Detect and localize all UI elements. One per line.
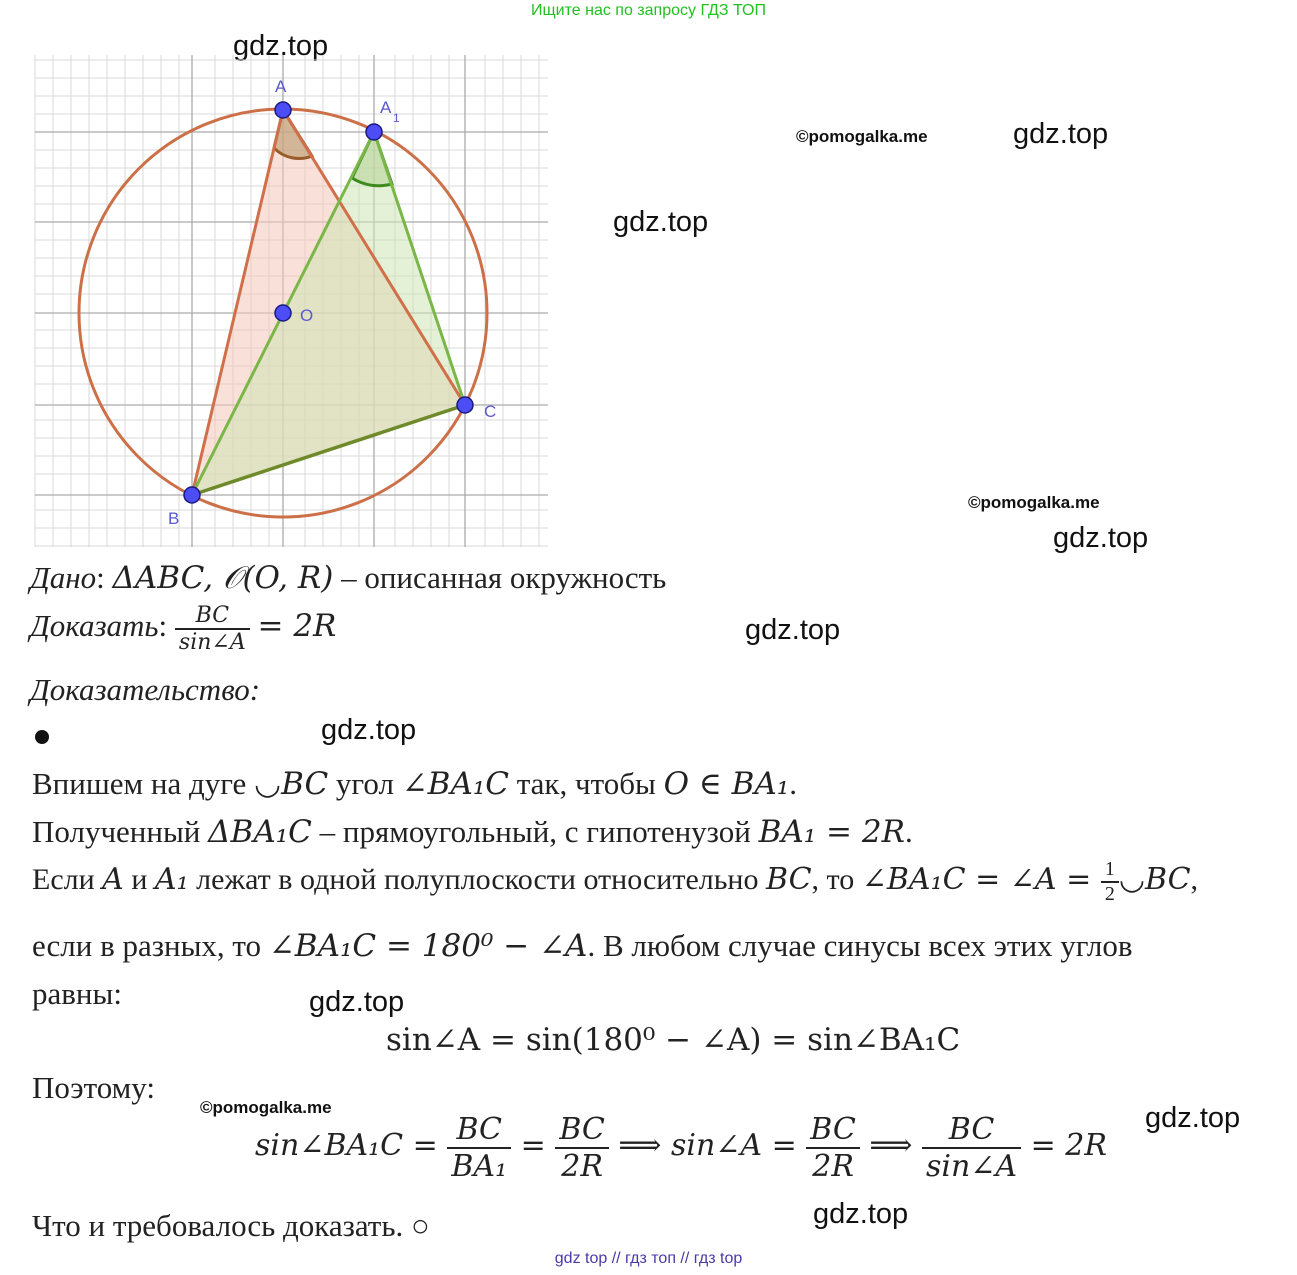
fraction-bc-ba1 — [447, 1112, 511, 1184]
watermark: gdz.top — [1013, 118, 1109, 150]
text-run: угол — [328, 766, 402, 801]
text-run: , — [1190, 862, 1199, 896]
fraction-denominator: BA₁ — [447, 1147, 511, 1184]
text-run: Впишем на дуге — [32, 766, 255, 801]
math-run: A₁ — [154, 861, 189, 897]
given-rest: – описанная окружность — [333, 560, 667, 595]
text-run: и — [123, 862, 155, 896]
equation-final — [255, 1112, 1107, 1184]
half-fraction — [1101, 858, 1119, 906]
math-run: ΔBA₁C — [208, 814, 312, 850]
fraction-denominator: 2 — [1101, 881, 1119, 906]
point-c — [457, 397, 473, 413]
proof-line-5: равны: — [32, 976, 122, 1011]
label-a: A — [275, 77, 287, 96]
fraction-numerator: BC — [948, 1112, 995, 1147]
text-run: . — [789, 766, 797, 801]
fraction-denominator: sin∠A — [175, 628, 250, 655]
math-run: = 2R — [1021, 1127, 1107, 1163]
watermark: gdz.top — [813, 1198, 909, 1230]
given-math: ΔABC, 𝒪(O, R) — [112, 560, 334, 596]
text-run: лежат в одной полуплоскости относительно — [188, 862, 766, 896]
copyright-mark: ©pomogalka.me — [796, 127, 928, 146]
text-run: – прямоугольный, с гипотенузой — [311, 814, 759, 849]
copyright-mark: ©pomogalka.me — [200, 1098, 332, 1117]
prove-line: Доказать: $\frac{BC}{\sin\angle A}$ = 2R — [30, 603, 337, 655]
math-run: BA₁ = 2R — [758, 814, 905, 850]
math-run: ∠BA₁C = ∠A = — [861, 861, 1101, 897]
proof-line-1 — [32, 766, 797, 802]
proof-label: Доказательство: — [30, 672, 261, 707]
math-run: sin∠A = sin(180⁰ − ∠A) = sin∠BA₁C — [386, 1022, 961, 1058]
label-c: C — [484, 402, 497, 421]
fraction-numerator: 1 — [1104, 858, 1115, 880]
label-o: O — [300, 306, 314, 325]
fraction-numerator: BC — [810, 1112, 856, 1147]
math-run: ∠BA₁C = 180⁰ − ∠A — [268, 928, 588, 964]
fraction-denominator: 2R — [555, 1147, 609, 1184]
math-run: O ∈ BA₁ — [663, 766, 790, 802]
text-run: если в разных, то — [32, 928, 269, 963]
math-run: ◡BC — [254, 766, 329, 802]
fraction-denominator: 2R — [806, 1147, 860, 1184]
geometry-figure — [0, 0, 560, 550]
fraction-bc-2r-2 — [806, 1112, 860, 1184]
math-run: ∠BA₁C — [401, 766, 509, 802]
watermark: gdz.top — [613, 206, 709, 238]
math-run: BC — [765, 861, 812, 897]
proof-label-text: Доказательство — [30, 672, 250, 707]
math-run: ⟹ — [859, 1127, 922, 1163]
text-run: . В любом случае синусы всех этих углов — [587, 928, 1133, 963]
footer-links[interactable]: gdz top // гдз топ // гдз top — [554, 1250, 743, 1267]
text-run: Если — [32, 862, 103, 896]
watermark: gdz.top — [745, 614, 841, 646]
therefore-label: Поэтому: — [32, 1070, 155, 1105]
math-run: = — [511, 1127, 556, 1163]
label-a1: A — [380, 98, 392, 117]
bullet-point — [35, 730, 49, 744]
label-a1-sub: 1 — [393, 111, 400, 125]
proof-line-4 — [32, 928, 1133, 964]
given-line: Дано: ΔABC, 𝒪(O, R) – описанная окружность — [30, 560, 667, 596]
label-b: B — [168, 509, 180, 528]
math-run: ⟹ sin∠A = — [608, 1127, 807, 1163]
point-a — [275, 102, 291, 118]
search-banner[interactable]: Ищите нас по запросу ГДЗ ТОП — [531, 2, 766, 19]
point-a1 — [366, 124, 382, 140]
qed-line: Что и требовалось доказать. ○ — [32, 1208, 430, 1243]
prove-label: Доказать — [30, 608, 159, 644]
point-b — [184, 487, 200, 503]
fraction-numerator: BC — [195, 603, 230, 628]
text-run: так, чтобы — [508, 766, 664, 801]
point-o — [275, 305, 291, 321]
given-label: Дано — [30, 560, 97, 595]
copyright-mark: ©pomogalka.me — [968, 493, 1100, 512]
fraction-numerator: BC — [559, 1112, 605, 1147]
prove-rhs: = 2R — [257, 608, 337, 645]
prove-fraction — [175, 603, 250, 655]
math-run: A — [102, 861, 124, 897]
text-run: . — [904, 814, 913, 849]
text-run: Полученный — [32, 814, 209, 849]
watermark: gdz.top — [321, 714, 417, 746]
watermark: gdz.top — [1145, 1102, 1241, 1134]
fraction-numerator: BC — [456, 1112, 503, 1147]
equation-sines — [386, 1022, 960, 1058]
fraction-bc-sina — [922, 1112, 1021, 1184]
text-run: , то — [811, 862, 862, 896]
math-run: ◡BC — [1118, 861, 1191, 897]
watermark: gdz.top — [1053, 522, 1149, 554]
watermark: gdz.top — [233, 30, 329, 62]
proof-line-2 — [32, 814, 913, 850]
proof-line-3 — [32, 858, 1198, 906]
fraction-denominator: sin∠A — [922, 1147, 1021, 1184]
fraction-bc-2r — [555, 1112, 609, 1184]
math-run: sin∠BA₁C = — [255, 1127, 448, 1163]
watermark: gdz.top — [309, 986, 405, 1018]
